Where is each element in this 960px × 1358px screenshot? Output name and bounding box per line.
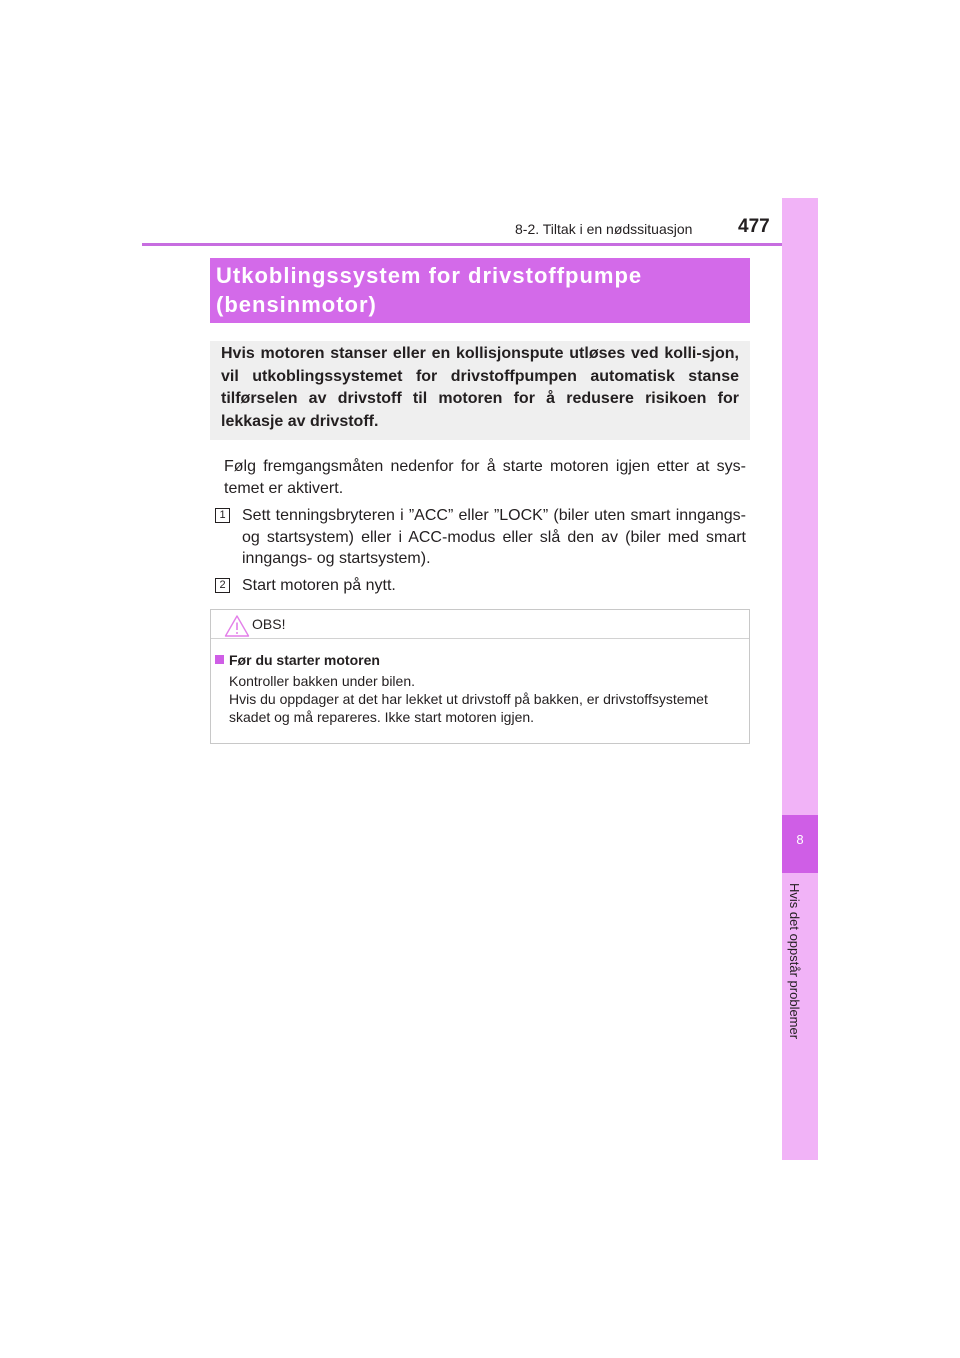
page-number: 477 xyxy=(738,216,770,237)
section-reference: 8-2. Tiltak i en nødssituasjon xyxy=(515,221,693,237)
caution-label: OBS! xyxy=(252,616,286,632)
caution-header-rule xyxy=(211,638,749,639)
caution-line-2: Hvis du oppdager at det har lekket ut drivstoff på bakken, er drivstoffsystemet skadet og må repareres. Ikke start motoren igjen. xyxy=(229,691,708,725)
step-2-marker: 2 xyxy=(215,578,230,593)
caution-heading: Før du starter motoren xyxy=(229,652,380,668)
bullet-square-icon xyxy=(215,655,224,664)
warning-triangle-icon xyxy=(224,614,250,638)
caution-text xyxy=(229,672,743,726)
header-rule xyxy=(142,243,818,246)
caution-line-1: Kontroller bakken under bilen. xyxy=(229,673,416,689)
intro-box xyxy=(210,341,750,440)
body-paragraph: Følg fremgangsmåten nedenfor for å starte motoren igjen etter at sys-temet er aktivert. xyxy=(224,458,746,497)
step-2-text: Start motoren på nytt. xyxy=(242,577,396,594)
step-1-text: Sett tenningsbryteren i ”ACC” eller ”LOCK” (biler uten smart inngangs- og startsystem) eller i ACC-modus eller slå den av (biler med smart inngangs- og startsystem). xyxy=(242,507,746,567)
step-1-marker: 1 xyxy=(215,508,230,523)
section-title-band xyxy=(210,258,750,323)
section-title: Utkoblingssystem for drivstoffpumpe (bensinmotor) xyxy=(216,263,643,317)
chapter-title: Hvis det oppstår problemer xyxy=(787,883,802,1040)
chapter-number: 8 xyxy=(796,832,804,847)
intro-text: Hvis motoren stanser eller en kollisjonspute utløses ved kolli-sjon, vil utkoblingssystemet for drivstoffpumpen automatisk stanse tilførselen av drivstoff til motoren for å redusere risikoen for lekkasje av drivstoff. xyxy=(221,345,739,431)
